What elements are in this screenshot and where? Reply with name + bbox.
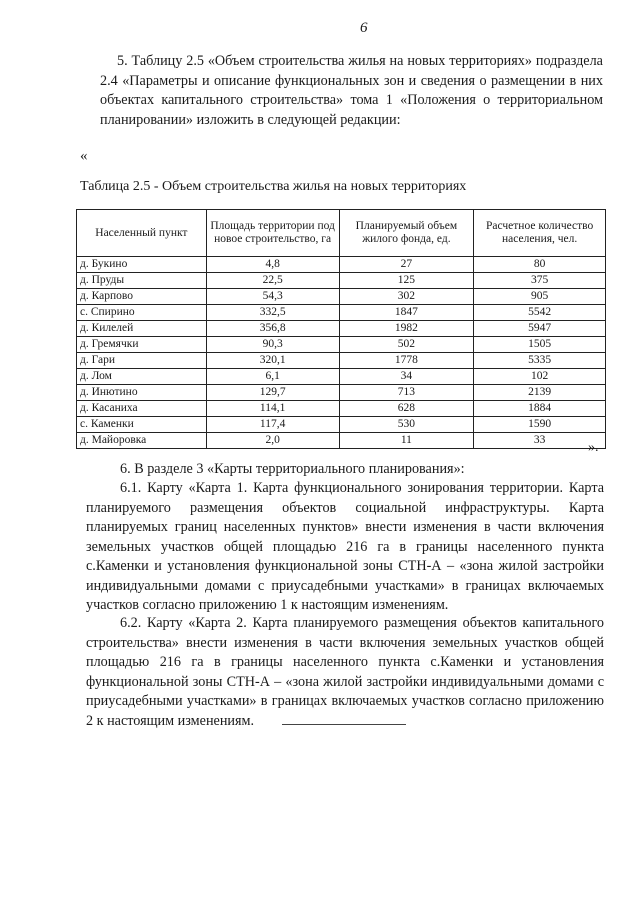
cell-area: 114,1	[206, 401, 339, 417]
cell-settlement: д. Инютино	[77, 385, 207, 401]
cell-housing: 1778	[339, 353, 474, 369]
cell-housing: 628	[339, 401, 474, 417]
cell-population: 5542	[474, 305, 606, 321]
cell-housing: 713	[339, 385, 474, 401]
table-row	[77, 385, 606, 401]
table-row	[77, 433, 606, 449]
cell-settlement: д. Пруды	[77, 273, 207, 289]
paragraph-6: 6. В разделе 3 «Карты территориального планирования»:	[120, 461, 465, 477]
table-row	[77, 321, 606, 337]
cell-housing: 125	[339, 273, 474, 289]
cell-population: 1505	[474, 337, 606, 353]
paragraph-5-text: 5. Таблицу 2.5 «Объем строительства жилья на новых территориях» подраздела 2.4 «Параметры и описание функциональных зон и сведения о размещении в них объектах капитального строительства» тома 1 «Положения о территориальном планировании» изложить в следующей редакции:	[100, 53, 603, 128]
table-row	[77, 257, 606, 273]
table-row	[77, 401, 606, 417]
cell-area: 129,7	[206, 385, 339, 401]
cell-area: 90,3	[206, 337, 339, 353]
cell-housing: 27	[339, 257, 474, 273]
cell-housing: 1847	[339, 305, 474, 321]
paragraph-5	[100, 52, 603, 130]
cell-housing: 34	[339, 369, 474, 385]
table-header-row	[77, 210, 606, 257]
quote-close: ».	[588, 440, 599, 455]
cell-settlement: д. Карпово	[77, 289, 207, 305]
cell-housing: 1982	[339, 321, 474, 337]
paragraph-6-2-text: 6.2. Карту «Карта 2. Карта планируемого размещения объектов капитального строительства» внести изменения в части включения земельных участков общей площадью 216 га в границы населенного пункта с.Каменки и установления функциональной зоны СТН-А – «зона жилой застройки индивидуальными домами с приусадебными участками» в границах включаемых участков согласно приложению 2 к настоящим изменениям.	[86, 615, 604, 729]
divider-line	[282, 724, 406, 725]
quote-open: «	[80, 148, 88, 164]
cell-settlement: д. Касаниха	[77, 401, 207, 417]
cell-area: 332,5	[206, 305, 339, 321]
table-row	[77, 289, 606, 305]
page-number: 6	[360, 20, 368, 36]
cell-population: 1590	[474, 417, 606, 433]
cell-population: 905	[474, 289, 606, 305]
table-row	[77, 337, 606, 353]
header-housing: Планируемый объем жилого фонда, ед.	[339, 210, 474, 257]
cell-population: 2139	[474, 385, 606, 401]
cell-housing: 530	[339, 417, 474, 433]
cell-settlement: д. Гари	[77, 353, 207, 369]
cell-area: 2,0	[206, 433, 339, 449]
cell-settlement: д. Килелей	[77, 321, 207, 337]
table-row	[77, 417, 606, 433]
table-caption: Таблица 2.5 - Объем строительства жилья на новых территориях	[80, 179, 467, 194]
cell-population: 33	[474, 433, 606, 449]
paragraph-6-2	[86, 614, 604, 731]
header-settlement: Населенный пункт	[77, 210, 207, 257]
table-row	[77, 305, 606, 321]
table-row	[77, 273, 606, 289]
housing-table	[76, 209, 606, 449]
cell-population: 5947	[474, 321, 606, 337]
cell-settlement: с. Спирино	[77, 305, 207, 321]
paragraph-6-1	[86, 479, 604, 616]
cell-area: 22,5	[206, 273, 339, 289]
cell-population: 375	[474, 273, 606, 289]
table-row	[77, 353, 606, 369]
cell-settlement: д. Букино	[77, 257, 207, 273]
cell-area: 356,8	[206, 321, 339, 337]
cell-housing: 302	[339, 289, 474, 305]
cell-population: 5335	[474, 353, 606, 369]
cell-area: 6,1	[206, 369, 339, 385]
cell-population: 102	[474, 369, 606, 385]
cell-area: 54,3	[206, 289, 339, 305]
cell-settlement: д. Лом	[77, 369, 207, 385]
cell-housing: 502	[339, 337, 474, 353]
cell-settlement: д. Гремячки	[77, 337, 207, 353]
paragraph-6-1-text: 6.1. Карту «Карта 1. Карта функционального зонирования территории. Карта планируемого размещения объектов социальной инфраструктуры. Карта планируемых границ населенных пунктов» внести изменения в части включения земельных участков общей площадью 216 га в границы населенного пункта с.Каменки и установления функциональной зоны СТН-А – «зона жилой застройки индивидуальными домами с приусадебными участками» в границах включаемых участков согласно приложению 1 к настоящим изменениям.	[86, 480, 604, 613]
cell-area: 4,8	[206, 257, 339, 273]
cell-population: 80	[474, 257, 606, 273]
header-population: Расчетное количество населения, чел.	[474, 210, 606, 257]
table-row	[77, 369, 606, 385]
cell-housing: 11	[339, 433, 474, 449]
cell-population: 1884	[474, 401, 606, 417]
header-area: Площадь территории под новое строительство, га	[206, 210, 339, 257]
cell-area: 320,1	[206, 353, 339, 369]
cell-area: 117,4	[206, 417, 339, 433]
cell-settlement: с. Каменки	[77, 417, 207, 433]
cell-settlement: д. Майоровка	[77, 433, 207, 449]
